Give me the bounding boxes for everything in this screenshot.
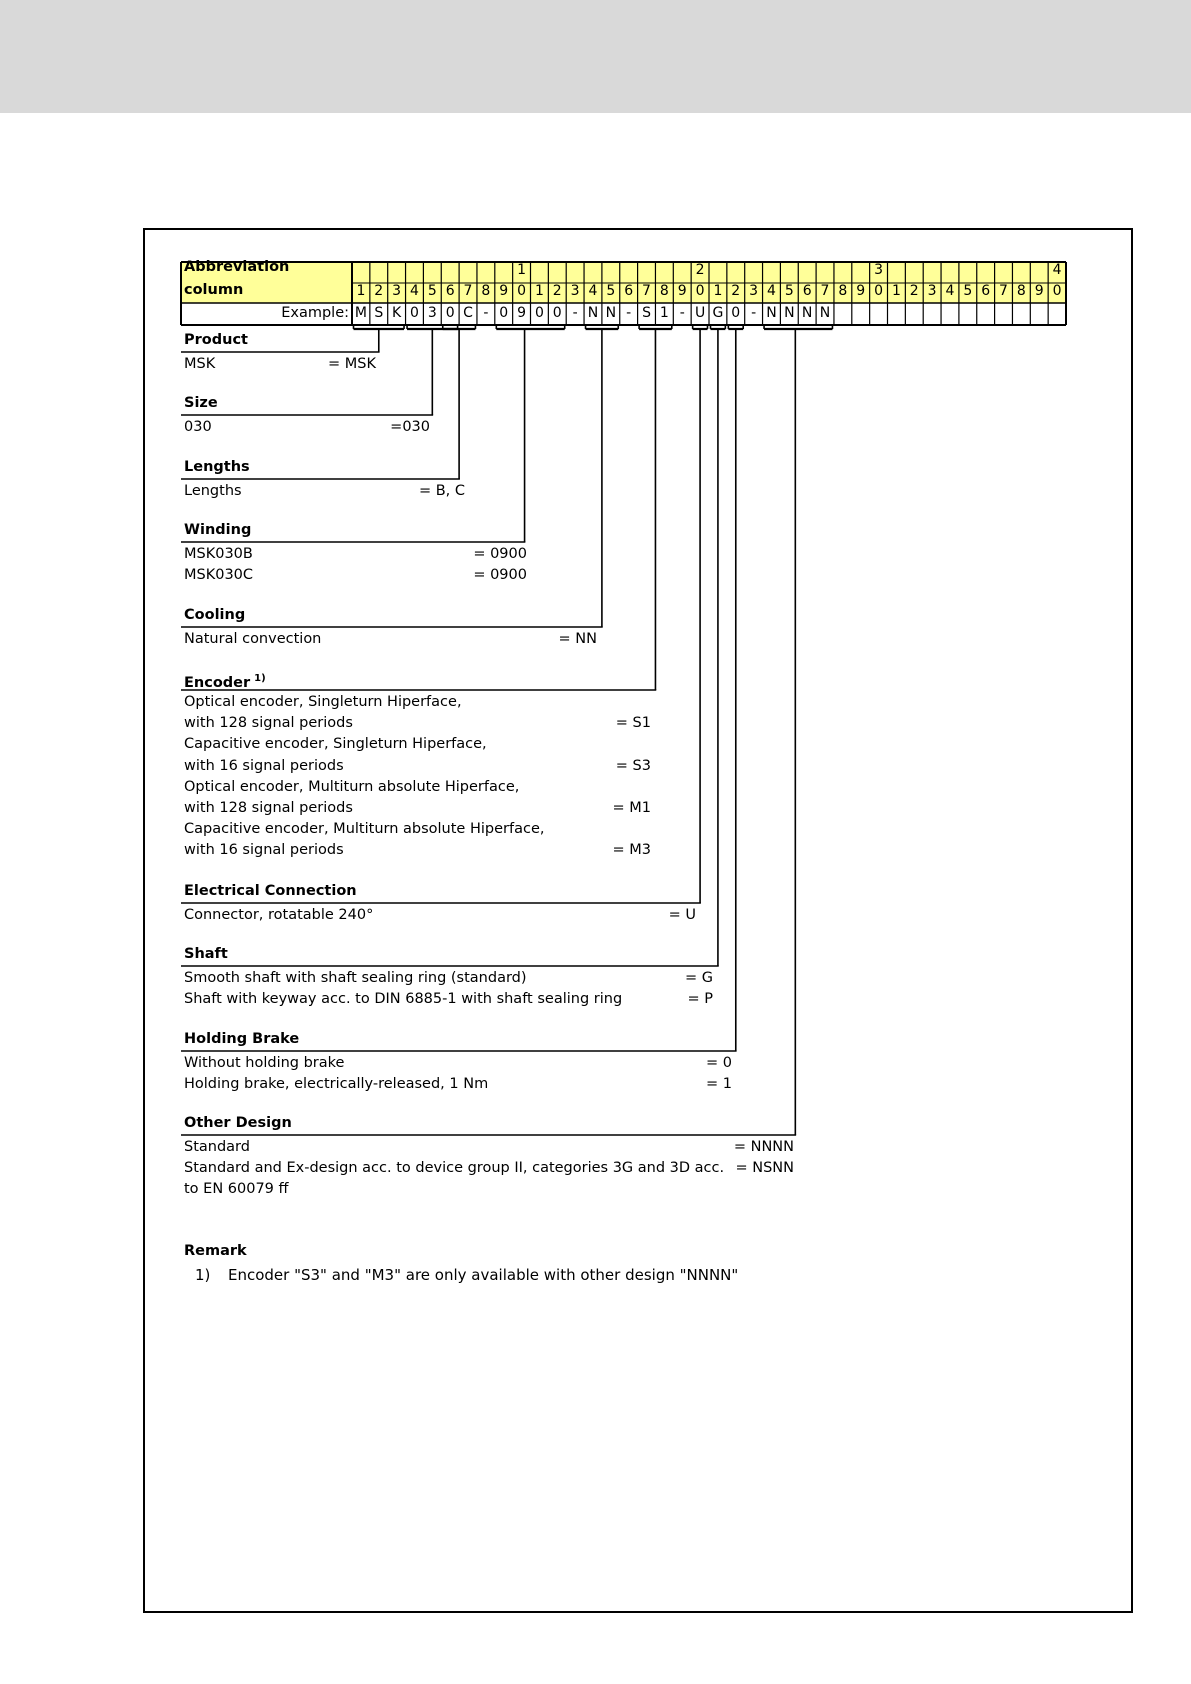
example-char: - xyxy=(679,305,685,321)
option-description: Shaft with keyway acc. to DIN 6885-1 with shaft sealing ring xyxy=(184,991,623,1008)
units-digit: 2 xyxy=(552,283,562,299)
units-digit: 8 xyxy=(481,283,491,299)
footnote-marker: 1) xyxy=(254,673,266,684)
example-char: K xyxy=(392,305,402,321)
option-description: MSK030B xyxy=(184,546,253,562)
option-description: Standard xyxy=(184,1139,250,1155)
example-label: Example: xyxy=(281,305,349,321)
units-digit: 0 xyxy=(517,283,527,299)
example-char: U xyxy=(694,305,706,321)
example-char: - xyxy=(572,305,578,321)
example-char: N xyxy=(801,305,813,321)
example-char: 1 xyxy=(659,305,669,321)
remark-title: Remark xyxy=(184,1243,247,1259)
example-char: S xyxy=(642,305,651,321)
section-title: Electrical Connection xyxy=(184,883,357,899)
option-code: =030 xyxy=(390,419,430,435)
units-digit: 8 xyxy=(659,283,669,299)
option-code: = 0900 xyxy=(473,567,527,584)
units-digit: 9 xyxy=(677,283,687,299)
option-description: Without holding brake xyxy=(184,1055,345,1071)
option-code: = 0900 xyxy=(473,546,527,562)
section-title xyxy=(184,670,266,692)
units-digit: 2 xyxy=(909,283,919,299)
example-char: 3 xyxy=(427,305,437,321)
units-digit: 0 xyxy=(695,283,705,299)
units-digit: 3 xyxy=(927,283,937,299)
units-digit: 0 xyxy=(1052,283,1062,299)
section-title-text: Encoder xyxy=(184,674,251,691)
units-digit: 6 xyxy=(802,283,812,299)
option-code: = S1 xyxy=(615,715,651,732)
units-digit: 3 xyxy=(570,283,580,299)
option-description: with 16 signal periods xyxy=(184,757,344,774)
units-digit: 1 xyxy=(891,283,901,299)
example-char: N xyxy=(766,305,777,321)
units-digit: 1 xyxy=(356,283,366,299)
example-char: N xyxy=(605,305,617,321)
example-char: - xyxy=(751,305,757,321)
option-description: with 16 signal periods xyxy=(184,842,344,859)
remark-number: 1) xyxy=(195,1266,211,1284)
option-code: = P xyxy=(687,991,713,1008)
tens-digit: 4 xyxy=(1052,262,1062,278)
units-digit: 7 xyxy=(642,283,651,299)
units-digit: 5 xyxy=(963,283,973,299)
option-code: = NSNN xyxy=(735,1160,794,1177)
units-digit: 3 xyxy=(749,283,759,299)
option-description: MSK xyxy=(184,356,216,372)
example-char: 0 xyxy=(534,305,544,321)
example-char: - xyxy=(483,305,489,321)
units-digit: 5 xyxy=(427,283,437,299)
option-description: MSK030C xyxy=(184,567,254,584)
option-code: = MSK xyxy=(328,356,376,372)
example-char: N xyxy=(587,305,599,321)
example-char: C xyxy=(463,305,473,321)
units-digit: 6 xyxy=(981,283,991,299)
option-description: Natural convection xyxy=(184,631,322,647)
option-description: Holding brake, electrically-released, 1 Nm xyxy=(184,1076,489,1093)
section-title: Product xyxy=(184,332,248,348)
option-description: Optical encoder, Multiturn absolute Hiperface, xyxy=(184,778,520,795)
example-char: 0 xyxy=(731,305,741,321)
option-description: to EN 60079 ff xyxy=(184,1181,289,1198)
option-code: = NNNN xyxy=(733,1139,794,1155)
section-title: Size xyxy=(184,395,218,411)
section-title: Shaft xyxy=(184,946,228,962)
option-description: with 128 signal periods xyxy=(184,715,353,732)
tens-digit: 3 xyxy=(874,262,884,278)
section-title: Lengths xyxy=(184,459,250,475)
option-description: with 128 signal periods xyxy=(184,800,353,816)
option-code: = S3 xyxy=(615,757,651,774)
example-char: M xyxy=(354,305,367,321)
section-title: Winding xyxy=(184,522,252,538)
units-digit: 0 xyxy=(874,283,884,299)
example-char: - xyxy=(626,305,632,321)
example-char: G xyxy=(712,305,724,321)
example-char: N xyxy=(784,305,795,321)
option-code: = NN xyxy=(558,631,597,647)
tens-digit: 2 xyxy=(695,262,705,278)
column-label: column xyxy=(184,282,244,298)
example-char: 9 xyxy=(517,305,527,321)
option-code: = M3 xyxy=(612,842,651,859)
option-description: 030 xyxy=(184,419,212,435)
units-digit: 5 xyxy=(784,283,794,299)
option-code: = 1 xyxy=(706,1076,732,1093)
tens-digit: 1 xyxy=(517,262,527,278)
option-description: Smooth shaft with shaft sealing ring (standard) xyxy=(184,970,527,986)
units-digit: 9 xyxy=(1034,283,1044,299)
units-digit: 1 xyxy=(534,283,544,299)
example-char: S xyxy=(374,305,384,321)
units-digit: 7 xyxy=(820,283,830,299)
option-code: = G xyxy=(685,970,713,986)
units-digit: 4 xyxy=(767,283,776,299)
option-description: Lengths xyxy=(184,483,242,499)
option-description: Standard and Ex-design acc. to device group II, categories 3G and 3D acc. xyxy=(184,1160,725,1177)
example-char: 0 xyxy=(410,305,419,321)
section-title: Cooling xyxy=(184,607,246,623)
units-digit: 2 xyxy=(731,283,741,299)
option-description: Capacitive encoder, Singleturn Hiperface, xyxy=(184,736,487,753)
units-digit: 4 xyxy=(588,283,598,299)
units-digit: 1 xyxy=(713,283,723,299)
units-digit: 4 xyxy=(945,283,955,299)
units-digit: 5 xyxy=(606,283,616,299)
option-description: Optical encoder, Singleturn Hiperface, xyxy=(184,694,462,710)
units-digit: 8 xyxy=(838,283,848,299)
option-code: = B, C xyxy=(418,483,465,499)
section-title: Other Design xyxy=(184,1115,292,1131)
units-digit: 2 xyxy=(374,283,384,299)
example-char: N xyxy=(819,305,831,321)
units-digit: 8 xyxy=(1016,283,1026,299)
units-digit: 7 xyxy=(463,283,473,299)
abbreviation-label: Abbreviation xyxy=(184,259,290,275)
example-char: 0 xyxy=(499,305,509,321)
example-char: 0 xyxy=(552,305,562,321)
example-char: 0 xyxy=(445,305,455,321)
units-digit: 7 xyxy=(999,283,1008,299)
units-digit: 3 xyxy=(392,283,402,299)
option-code: = 0 xyxy=(706,1055,732,1071)
remark-text: Encoder "S3" and "M3" are only available with other design "NNNN" xyxy=(228,1266,739,1284)
units-digit: 9 xyxy=(499,283,509,299)
option-code: = U xyxy=(668,907,696,923)
units-digit: 6 xyxy=(445,283,455,299)
option-description: Connector, rotatable 240° xyxy=(184,907,374,923)
option-description: Capacitive encoder, Multiturn absolute Hiperface, xyxy=(184,821,545,838)
units-digit: 4 xyxy=(410,283,419,299)
units-digit: 9 xyxy=(856,283,866,299)
section-title: Holding Brake xyxy=(184,1031,300,1047)
option-code: = M1 xyxy=(612,800,651,816)
units-digit: 6 xyxy=(624,283,634,299)
